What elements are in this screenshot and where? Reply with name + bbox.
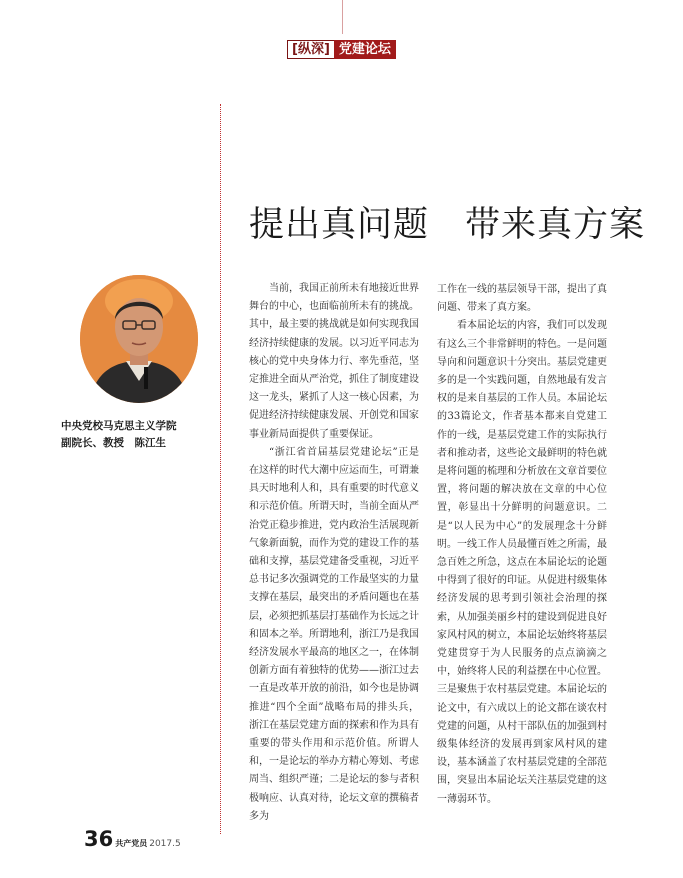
paragraph: 当前，我国正前所未有地接近世界舞台的中心，也面临前所未有的挑战。其中，最主要的挑战就是如何实现我国经济持续健康的发展。以习近平同志为核心的党中央身体力行、率先垂范，坚定推进全面从严治党，抓住了制度建设这一龙头，紧抓了人这一核心因素，为促进经济持续健康发展、开创党和国家事业新局面提供了重要保证。 [249, 283, 419, 440]
author-title-name: 副院长、教授 陈江生 [61, 437, 166, 449]
top-divider [342, 0, 343, 34]
author-info [61, 418, 221, 452]
paragraph: 工作在一线的基层领导干部，提出了真问题、带来了真方案。 [437, 284, 607, 314]
article-column-right [437, 281, 607, 809]
page-number: 36 [84, 827, 114, 851]
author-portrait [80, 275, 198, 403]
article-title: 提出真问题 带来真方案 [249, 205, 646, 245]
section-tag-prefix: [纵深] [287, 40, 334, 59]
page-footer [84, 827, 181, 851]
vertical-dotted-divider [220, 104, 221, 834]
author-photo-icon [80, 275, 198, 403]
paragraph: 看本届论坛的内容，我们可以发现有这么三个非常鲜明的特色。一是问题导向和问题意识十分突出。基层党建更多的是一个实践问题，自然地最有发言权的是来自基层的工作人员。本届论坛的33篇论文，作者基本都来自党建工作的一线，是基层党建工作的实际执行者和推动者，这些论文最鲜明的特色就是将问题的梳理和分析放在文章首要位置，将问题的解决放在文章的中心位置，彰显出十分鲜明的问题意识。二是“以人民为中心”的发展理念十分鲜明。一线工作人员最懂百姓之所需，最急百姓之所急，这点在本届论坛的论题中得到了很好的印证。从促进村级集体经济发展的思考到引领社会治理的探索，从加强美丽乡村的建设到促进良好家风村风的树立，本届论坛始终将基层党建贯穿于为人民服务的点点滴滴之中，始终将人民的利益摆在中心位置。三是聚焦于农村基层党建。本届论坛的论文中，有六成以上的论文都在谈农村党建的问题，从村干部队伍的加强到村级集体经济的发展再到家风村风的建设，基本涵盖了农村基层党建的全部范围，突显出本届论坛关注基层党建的这一薄弱环节。 [437, 320, 607, 805]
article-column-left [249, 280, 419, 826]
section-tag-label: 党建论坛 [334, 40, 396, 59]
section-tag [287, 40, 396, 59]
paragraph: “浙江省首届基层党建论坛”正是在这样的时代大潮中应运而生，可谓兼具天时地利人和，具有重要的时代意义和示范价值。所谓天时，当前全面从严治党正稳步推进，党内政治生活展现新气象新面貌，而作为党的建设工作的基础和支撑，基层党建备受重视，习近平总书记多次强调党的工作最坚实的力量支撑在基层，最突出的矛盾问题也在基层，必须把抓基层打基础作为长远之计和固本之举。所谓地利，浙江乃是我国经济发展水平最高的地区之一，在体制创新方面有着独特的优势——浙江过去一直是改革开放的前沿，如今也是协调推进“四个全面”战略布局的排头兵，浙江在基层党建方面的探索和作为具有重要的带头作用和示范价值。所谓人和，一是论坛的举办方精心筹划、考虑周当、组织严谨；二是论坛的参与者积极响应、认真对待，论坛文章的撰稿者多为 [249, 446, 419, 822]
issue-date: 2017.5 [149, 839, 181, 849]
author-affiliation: 中央党校马克思主义学院 [61, 420, 177, 432]
magazine-name: 共产党员 [115, 839, 148, 848]
